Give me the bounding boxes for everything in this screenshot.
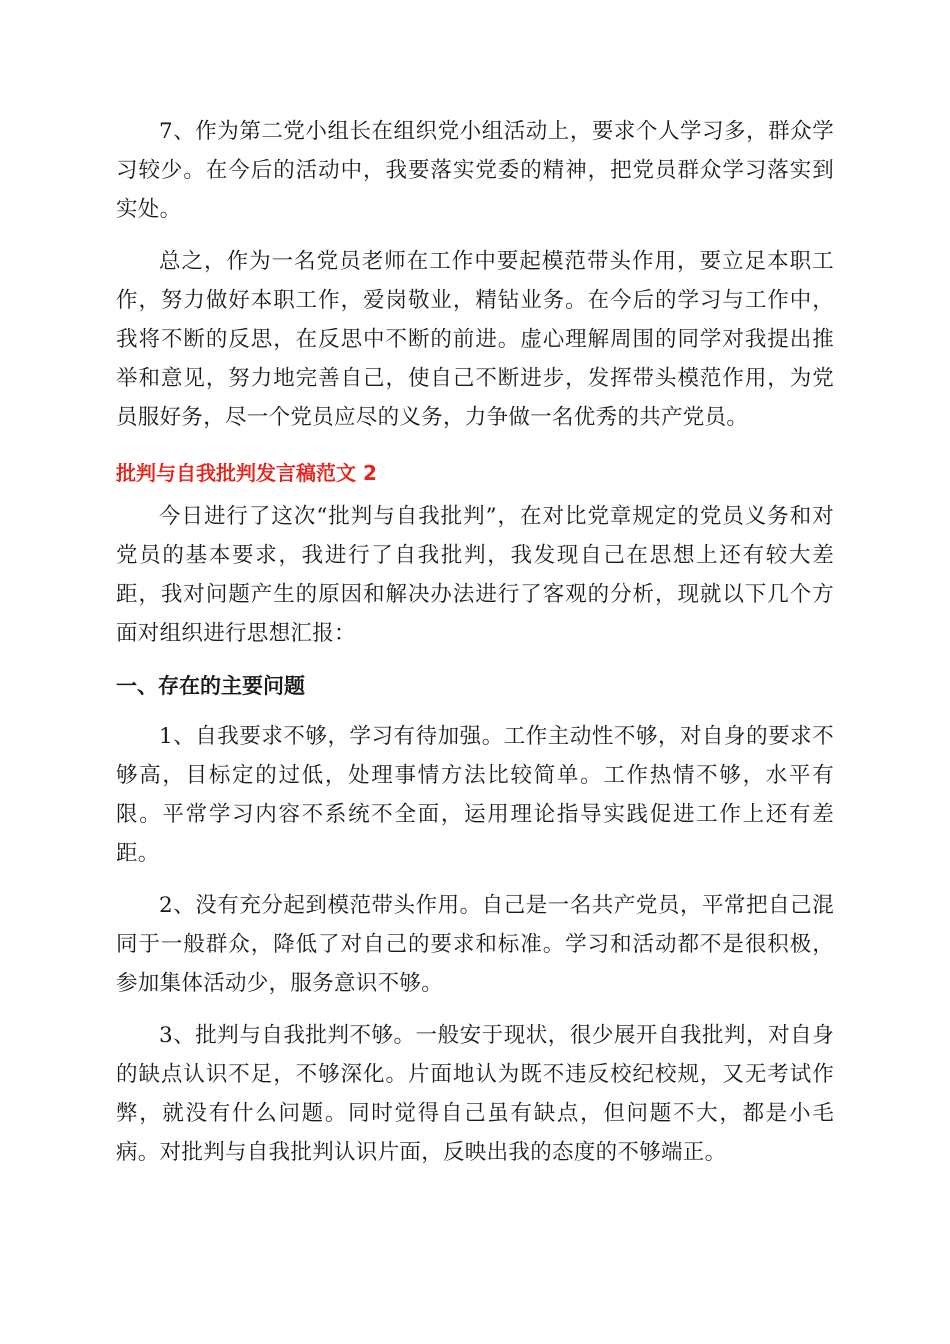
section-heading: 一、存在的主要问题 bbox=[116, 674, 305, 698]
document-body bbox=[116, 112, 834, 1185]
issue-paragraph-3: 3、批判与自我批判不够。一般安于现状，很少展开自我批判，对自身的缺点认识不足，不够深化。片面地认为既不违反校纪校规，又无考试作弊，就没有什么问题。同时觉得自己虽有缺点，但问题不大，都是小毛病。对批判与自我批判认识片面，反映出我的态度的不够端正。 bbox=[116, 1023, 834, 1165]
issue-paragraph-2: 2、没有充分起到模范带头作用。自己是一名共产党员，平常把自己混同于一般群众，降低了对自己的要求和标准。学习和活动都不是很积极，参加集体活动少，服务意识不够。 bbox=[116, 893, 834, 996]
issue-paragraph-1: 1、自我要求不够，学习有待加强。工作主动性不够，对自身的要求不够高，目标定的过低，处理事情方法比较简单。工作热情不够，水平有限。平常学习内容不系统不全面，运用理论指导实践促进工作上还有差距。 bbox=[116, 724, 834, 866]
paragraph-conclusion: 总之，作为一名党员老师在工作中要起模范带头作用，要立足本职工作，努力做好本职工作，爱岗敬业，精钻业务。在今后的学习与工作中，我将不断的反思，在反思中不断的前进。虚心理解周围的同学对我提出推举和意见，努力地完善自己，使自己不断进步，发挥带头模范作用，为党员服好务，尽一个党员应尽的义务，力争做一名优秀的共产党员。 bbox=[116, 249, 834, 430]
article-title: 批判与自我批判发言稿范文 2 bbox=[116, 461, 377, 485]
paragraph-item-7: 7、作为第二党小组长在组织党小组活动上，要求个人学习多，群众学习较少。在今后的活动中，我要落实党委的精神，把党员群众学习落实到实处。 bbox=[116, 119, 834, 222]
paragraph-intro: 今日进行了这次“批判与自我批判”，在对比党章规定的党员义务和对党员的基本要求，我进行了自我批判，我发现自己在思想上还有较大差距，我对问题产生的原因和解决办法进行了客观的分析，现就以下几个方面对组织进行思想汇报： bbox=[116, 504, 834, 646]
